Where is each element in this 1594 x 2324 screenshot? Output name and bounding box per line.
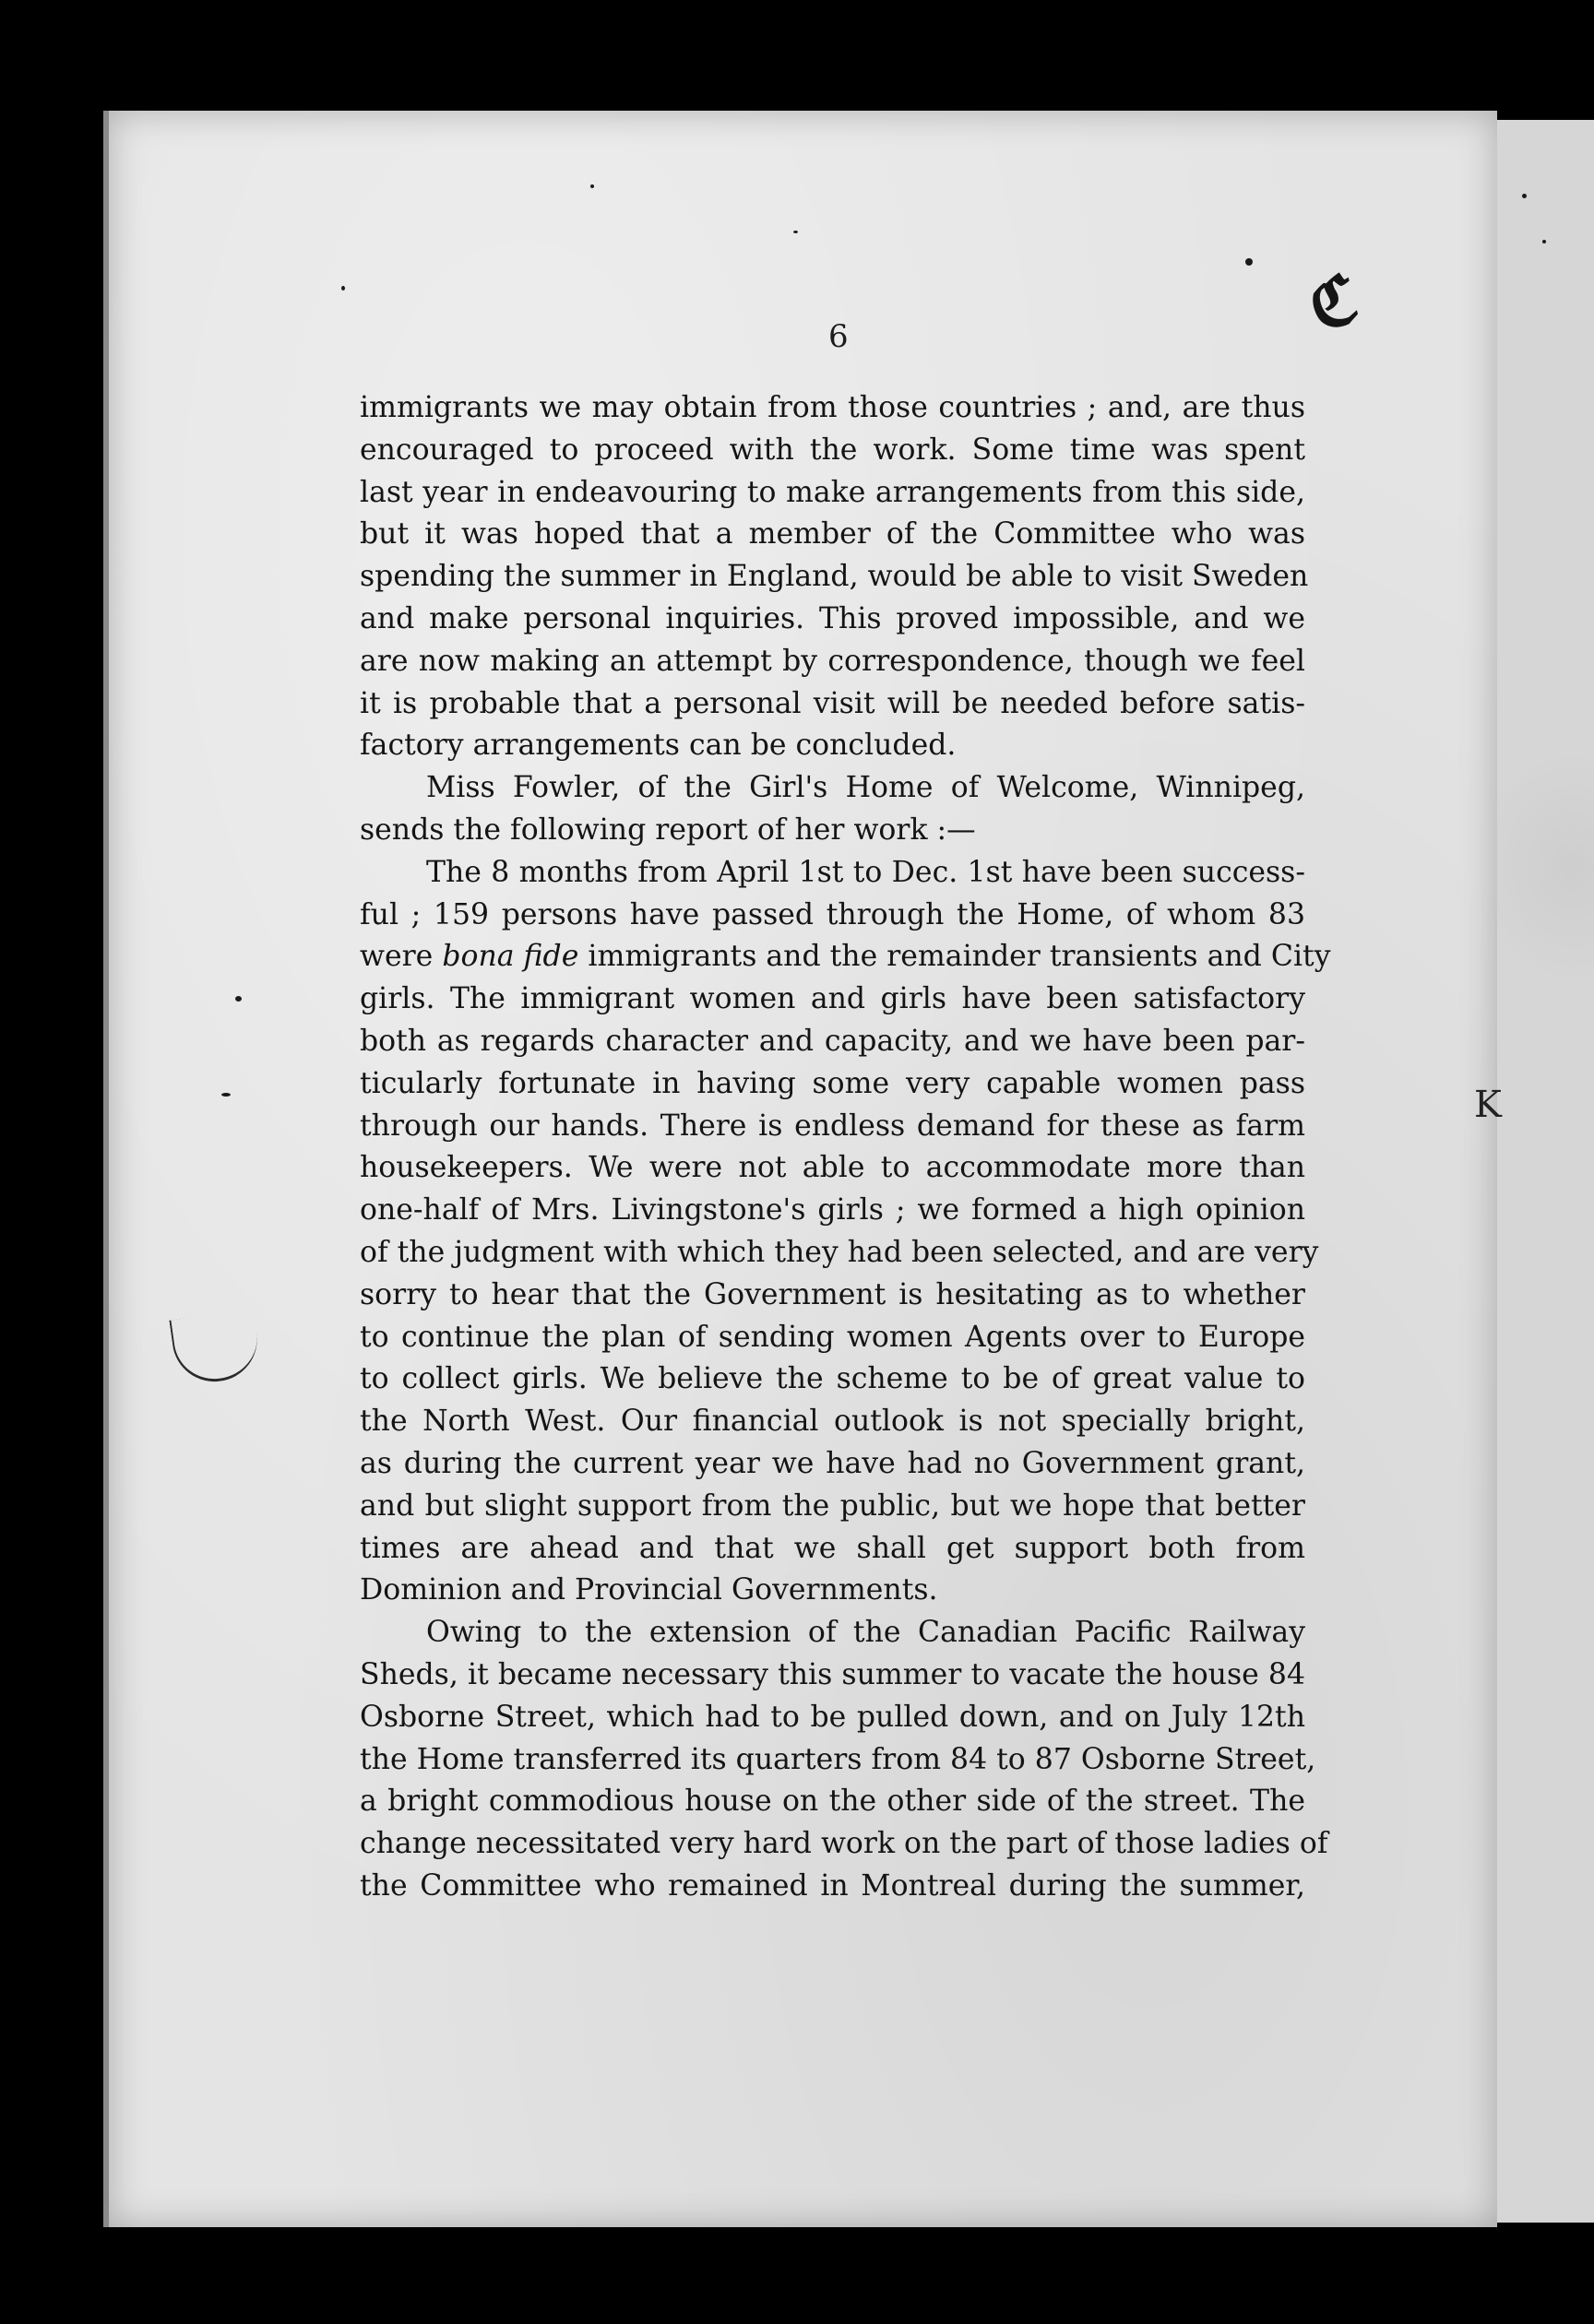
ink-speck (221, 1093, 231, 1097)
text-line: the Committee who remained in Montreal during the summer, (360, 1868, 1305, 1903)
text-line: girls. The immigrant women and girls have been satisfactory (360, 982, 1305, 1016)
ink-speck (793, 231, 798, 233)
text-line (360, 936, 1331, 978)
text-line: factory arrangements can be concluded. (360, 729, 957, 763)
ink-speck (1522, 194, 1527, 198)
text-line: are now making an attempt by correspondence, though we feel (360, 644, 1305, 678)
italic-phrase: bona fide (442, 940, 579, 974)
text-line: through our hands. There is endless demand for these as farm (360, 1109, 1305, 1143)
text-line: both as regards character and capacity, and we have been par- (360, 1024, 1305, 1058)
text-line: the North West. Our financial outlook is not specially bright, (360, 1405, 1305, 1439)
text-line: Dominion and Provincial Governments. (360, 1573, 938, 1607)
text-line: a bright commodious house on the other side of the street. The (360, 1784, 1305, 1819)
ink-speck (590, 184, 594, 188)
text-line: sorry to hear that the Government is hesitating as to whether (360, 1277, 1305, 1311)
text-line: sends the following report of her work :— (360, 812, 976, 847)
text-line: to continue the plan of sending women Agents over to Europe (360, 1320, 1305, 1354)
text-line: the Home transferred its quarters from 84 to 87 Osborne Street, (360, 1742, 1316, 1776)
ink-speck (1245, 258, 1253, 266)
text-line: ticularly fortunate in having some very capable women pass (360, 1066, 1305, 1100)
ink-speck (1542, 240, 1546, 243)
text-line: The 8 months from April 1st to Dec. 1st have been success- (426, 855, 1305, 889)
text-line: and but slight support from the public, but we hope that better (360, 1488, 1305, 1523)
text-line: change necessitated very hard work on the part of those ladies of (360, 1827, 1328, 1861)
text-line: Owing to the extension of the Canadian Pacific Railway (426, 1616, 1305, 1650)
text-line: one-half of Mrs. Livingstone's girls ; we formed a high opinion (360, 1193, 1305, 1227)
text-line: spending the summer in England, would be able to visit Sweden (360, 560, 1309, 594)
text-segment: immigrants and the remainder transients and City (578, 940, 1331, 974)
text-line: times are ahead and that we shall get support both from (360, 1531, 1305, 1565)
text-segment: were (360, 940, 443, 974)
text-line: ful ; 159 persons have passed through the Home, of whom 83 (360, 897, 1305, 931)
body-text (360, 387, 1331, 1908)
corner-ink-mark: ℭ (1300, 257, 1366, 347)
text-line: as during the current year we have had no Government grant, (360, 1446, 1305, 1480)
margin-ink-mark: K (1474, 1084, 1502, 1126)
text-line: Osborne Street, which had to be pulled down, and on July 12th (360, 1700, 1305, 1734)
adjacent-page-edge (1492, 120, 1594, 2223)
text-line: Miss Fowler, of the Girl's Home of Welcome, Winnipeg, (426, 771, 1305, 805)
text-line: it is probable that a personal visit will be needed before satis- (360, 686, 1305, 720)
text-line: to collect girls. We believe the scheme to be of great value to (360, 1362, 1305, 1396)
text-line: but it was hoped that a member of the Committee who was (360, 517, 1305, 551)
text-line: housekeepers. We were not able to accommodate more than (360, 1151, 1305, 1185)
text-line: and make personal inquiries. This proved impossible, and we (360, 601, 1305, 635)
ink-speck (235, 996, 242, 1002)
page-number: 6 (828, 318, 849, 355)
text-line: encouraged to proceed with the work. Some time was spent (360, 433, 1305, 467)
text-line: Sheds, it became necessary this summer to vacate the house 84 (360, 1657, 1305, 1691)
text-line: last year in endeavouring to make arrangements from this side, (360, 475, 1305, 509)
text-line: of the judgment with which they had been selected, and are very (360, 1235, 1319, 1269)
text-line: immigrants we may obtain from those countries ; and, are thus (360, 391, 1305, 424)
ink-speck (341, 286, 345, 290)
